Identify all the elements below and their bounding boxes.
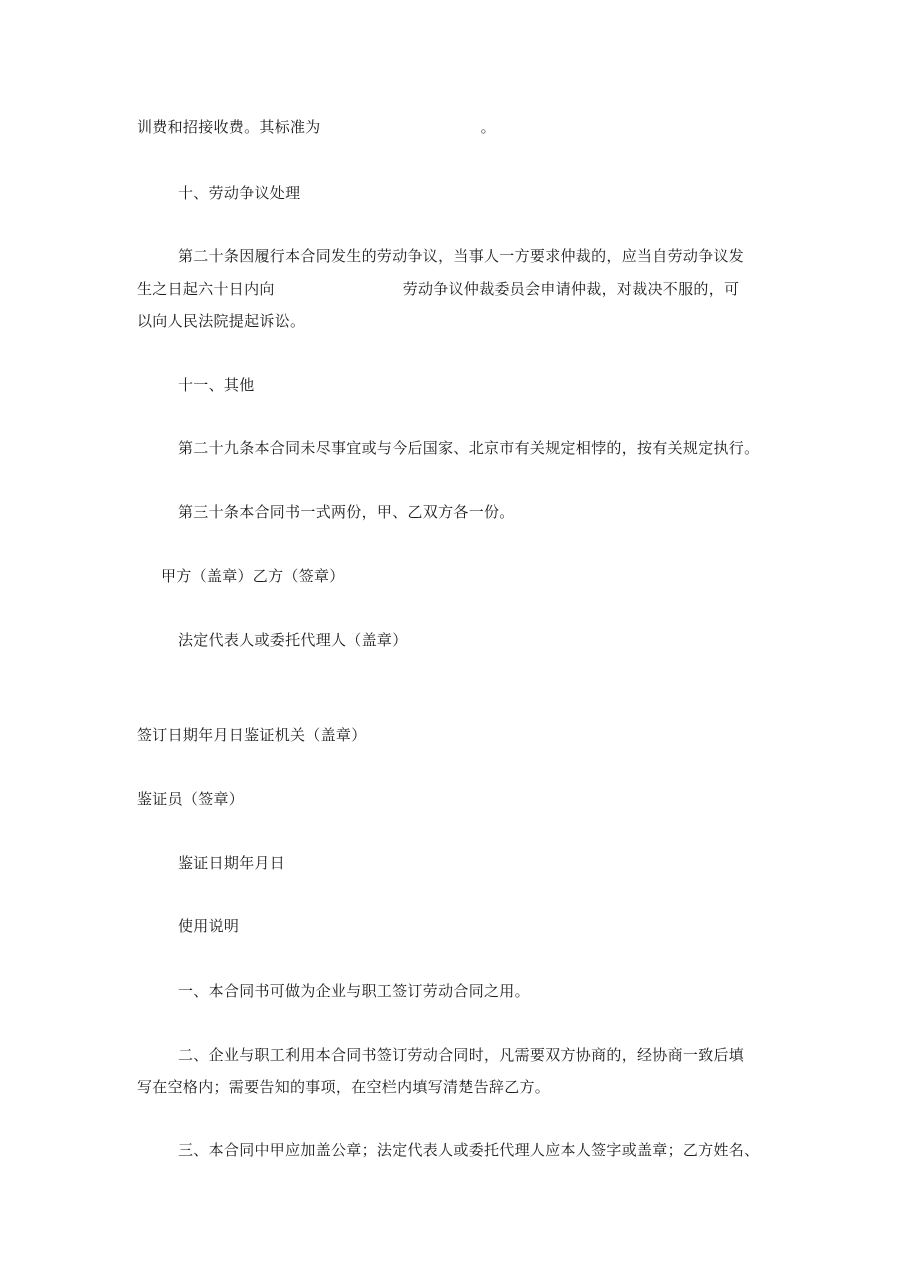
article-20-line-1: 第二十条因履行本合同发生的劳动争议，当事人一方要求仲裁的，应当自劳动争议发 [178, 247, 745, 265]
usage-instructions-title: 使用说明 [178, 917, 240, 935]
usage-item-2-line-2: 写在空格内；需要告知的事项，在空栏内填写清楚告辞乙方。 [137, 1078, 551, 1096]
article-20-line-3: 以向人民法院提起诉讼。 [137, 312, 306, 330]
usage-item-1: 一、本合同书可做为企业与职工签订劳动合同之用。 [178, 982, 530, 1000]
party-signature-line: 甲方（盖章）乙方（签章） [161, 567, 345, 585]
signing-date-line: 签订日期年月日鉴证机关（盖章） [137, 726, 367, 744]
article-29: 第二十九条本合同未尽事宜或与今后国家、北京市有关规定相悖的，按有关规定执行。 [178, 439, 760, 457]
fee-standard-text: 训费和招接收费。其标准为 [137, 118, 321, 136]
verifier-line: 鉴证员（签章） [137, 790, 245, 808]
usage-item-2-line-1: 二、企业与职工利用本合同书签订劳动合同时，凡需要双方协商的，经协商一致后填 [178, 1046, 745, 1064]
article-30: 第三十条本合同书一式两份，甲、乙双方各一份。 [178, 503, 515, 521]
legal-representative-line: 法定代表人或委托代理人（盖章） [178, 631, 408, 649]
text-line-fee-standard [137, 117, 496, 137]
article-20-line-2-end: 劳动争议仲裁委员会申请仲裁，对裁决不服的，可 [402, 280, 740, 298]
article-20-line-2 [137, 279, 739, 299]
section-heading-other: 十一、其他 [178, 376, 255, 394]
verification-date-line: 鉴证日期年月日 [178, 854, 286, 872]
fee-standard-end: 。 [480, 118, 496, 136]
section-heading-labor-dispute: 十、劳动争议处理 [178, 184, 301, 202]
article-20-line-2-start: 生之日起六十日内向 [137, 280, 275, 298]
usage-item-3-line-1: 三、本合同中甲应加盖公章；法定代表人或委托代理人应本人签字或盖章；乙方姓名、 [178, 1141, 760, 1159]
